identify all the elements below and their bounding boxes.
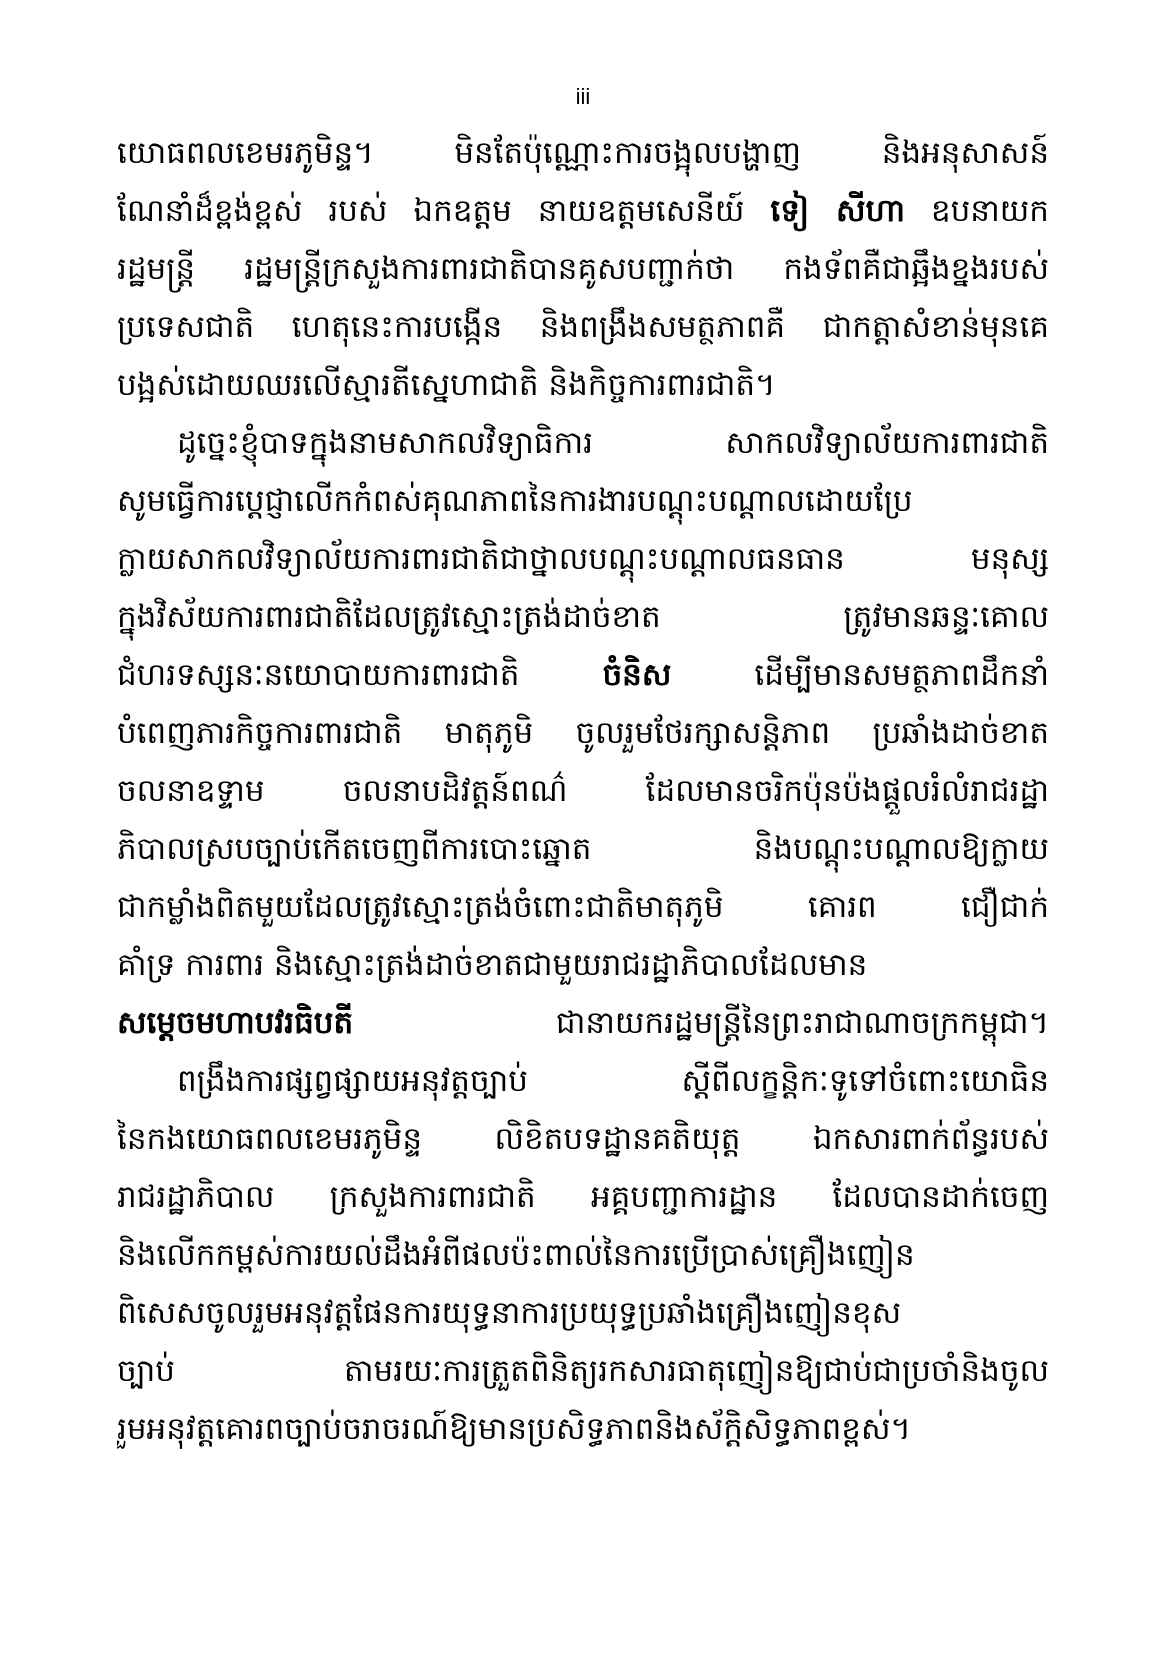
text-line-20: និងលើកកម្ពស់ការយល់ដឹងអំពីផលប៉ះពាល់នៃការប្រើប្រាស់គ្រឿងញៀន [117,1237,915,1273]
text-segment: ឧបនាយក [904,193,1049,229]
text-line-5: បង្អស់ដោយឈរលើស្មារតីស្នេហាជាតិ និងកិច្ចការពារជាតិ។ [117,367,776,403]
official-title: សម្ដេចមហាបវរធិបតី [117,1005,354,1041]
text-segment: ណែនាំដ៏ខ្ពង់ខ្ពស់ របស់ ឯកឧត្តម នាយឧត្តមសេនីយ៍ [117,193,771,229]
text-segment: ដើម្បីមានសមត្ថភាពដឹកនាំ [671,657,1049,693]
text-segment: ជានាយករដ្ឋមន្ត្រីនៃព្រះរាជាណាចក្រកម្ពុជា។ [353,1005,1049,1041]
text-segment: ជំហរទស្សនៈនយោបាយការពារជាតិ [117,657,603,693]
text-line-23: រួមអនុវត្តគោរពច្បាប់ចរាចរណ៍ឱ្យមានប្រសិទ្ធភាពនិងស័ក្តិសិទ្ធភាពខ្ពស់។ [117,1411,911,1447]
text-line-3: រដ្ឋមន្ត្រី រដ្ឋមន្ត្រីក្រសួងការពារជាតិបានគូសបញ្ជាក់ថា កងទ័ពគឺជាឆ្អឹងខ្នងរបស់ [117,251,1049,287]
text-line-4: ប្រទេសជាតិ ហេតុនេះការបង្កើន និងពង្រឹងសមត្ថភាពគឺ ជាកត្តាសំខាន់មុនគេ [117,309,1049,345]
text-line-10 [117,646,1049,704]
text-line-12: ចលនាឧទ្ទាម ចលនាបដិវត្តន៍ពណ៌ ដែលមានចរិកប៉ុនប៉ងផ្ដួលរំលំរាជរដ្ឋា [117,773,1049,809]
paragraph-2-first-line: ដូច្នេះខ្ញុំបាទក្នុងនាមសាកលវិទ្យាធិការ សាកលវិទ្យាល័យការពារជាតិ [177,425,1049,461]
paragraph-3-first-line: ពង្រឹងការផ្សព្វផ្សាយអនុវត្តច្បាប់ ស្ដីពីលក្ខន្តិកៈទូទៅចំពោះយោធិន [177,1063,1049,1099]
text-line-8: ក្លាយសាកលវិទ្យាល័យការពារជាតិជាថ្នាលបណ្ដុះបណ្ដាលធនធាន មនុស្ស [117,541,1049,577]
text-line-16 [117,994,1049,1052]
bold-term: ចំនិស [602,657,672,693]
text-line-19: រាជរដ្ឋាភិបាល ក្រសួងការពារជាតិ អគ្គបញ្ជាការដ្ឋាន ដែលបានដាក់ចេញ [117,1179,1049,1215]
text-line-18: នៃកងយោធពលខេមរភូមិន្ទ លិខិតបទដ្ឋានគតិយុត្ត ឯកសារពាក់ព័ន្ធរបស់ [117,1121,1049,1157]
text-line-7: សូមធ្វើការប្ដេជ្ញាលើកកំពស់គុណភាពនៃការងារបណ្ដុះបណ្ដាលដោយប្រែ [117,483,913,519]
text-line-21: ពិសេសចូលរួមអនុវត្តផែនការយុទ្ធនាការប្រយុទ្ធប្រឆាំងគ្រឿងញៀនខុស [117,1295,902,1331]
page-number: iii [575,84,591,109]
text-line-1: យោធពលខេមរភូមិន្ទ។ មិនតែប៉ុណ្ណោះការចង្អុលបង្ហាញ និងអនុសាសន៍ [117,135,1049,171]
text-line-15: គាំទ្រ ការពារ និងស្មោះត្រង់ដាច់ខាតជាមួយរាជរដ្ឋាភិបាលដែលមាន [117,947,868,983]
official-name: ទៀ សីហា [770,193,905,229]
text-line-11: បំពេញភារកិច្ចការពារជាតិ មាតុភូមិ ចូលរួមថែរក្សាសន្តិភាព ប្រឆាំងដាច់ខាត [117,715,1049,751]
text-line-14: ជាកម្លាំងពិតមួយដែលត្រូវស្មោះត្រង់ចំពោះជាតិមាតុភូមិ គោរព ជឿជាក់ [117,889,1049,925]
text-line-2 [117,182,1049,240]
text-line-22: ច្បាប់ តាមរយៈការត្រួតពិនិត្យរកសារធាតុញៀនឱ្យជាប់ជាប្រចាំនិងចូល [117,1353,1049,1389]
text-line-13: ភិបាលស្របច្បាប់កើតចេញពីការបោះឆ្នោត និងបណ្ដុះបណ្ដាលឱ្យក្លាយ [117,831,1049,867]
text-line-9: ក្នុងវិស័យការពារជាតិដែលត្រូវស្មោះត្រង់ដាច់ខាត ត្រូវមានឆន្ទៈគោល [117,599,1049,635]
